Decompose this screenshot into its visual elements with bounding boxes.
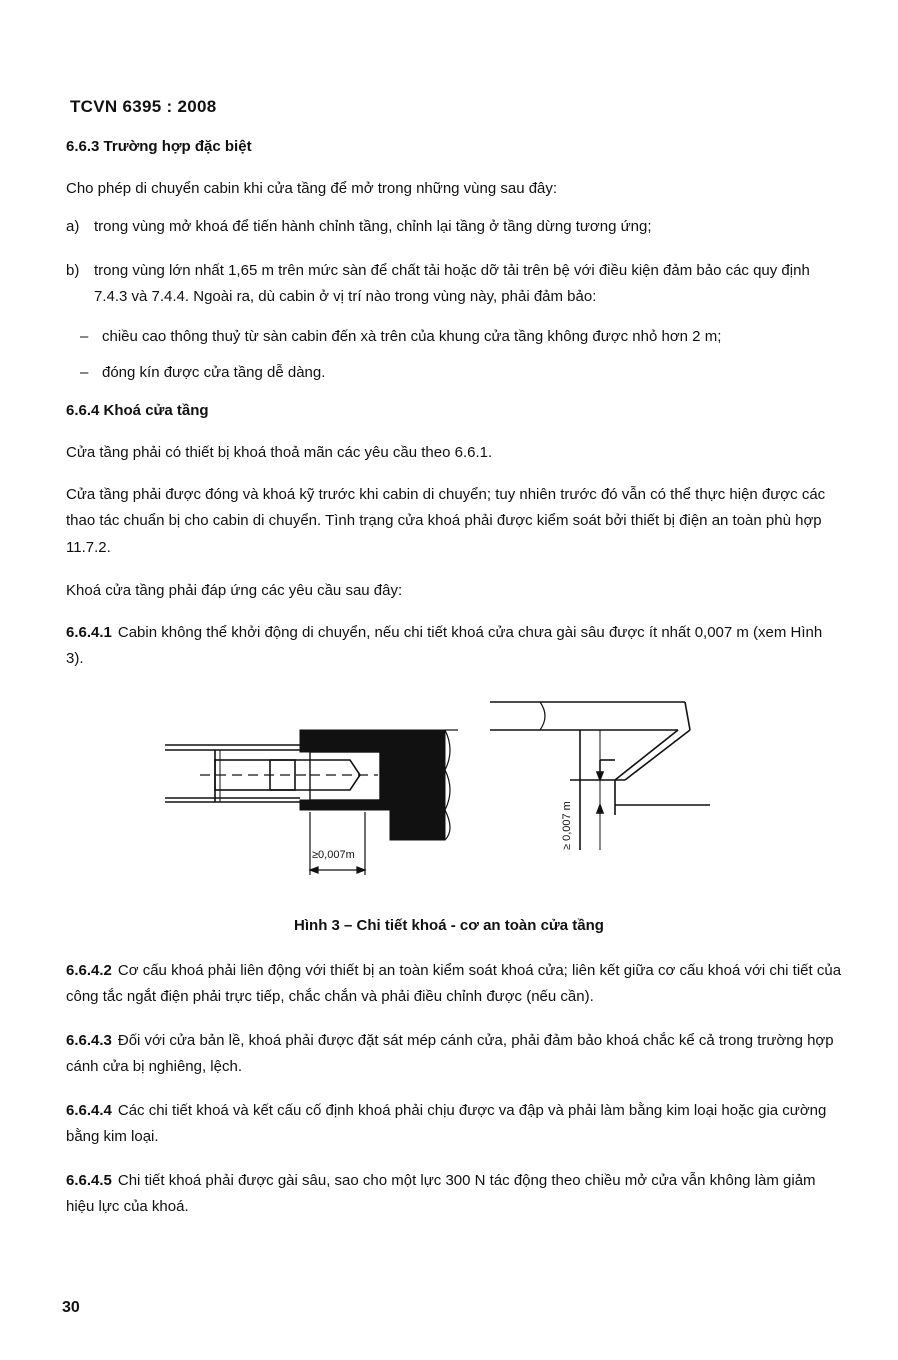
clause-text: Các chi tiết khoá và kết cấu cố định khoá phải chịu được va đập và phải làm bằng kim loại hoặc gia cường bằng kim loại. (66, 1102, 827, 1146)
right-lock-view (490, 702, 710, 850)
clause-number: 6.6.4.1 (66, 624, 112, 641)
section-heading-6-6-4: 6.6.4 Khoá cửa tầng (66, 402, 209, 419)
left-dimension-label: ≥0,007m (312, 849, 355, 861)
lock-detail-drawing (160, 690, 720, 890)
dash-item-2 (66, 362, 842, 385)
dash-item-text: chiều cao thông thuỷ từ sàn cabin đến xà trên của khung cửa tầng không được nhỏ hơn 2 m; (102, 328, 722, 345)
clause-6-6-4-2 (66, 958, 842, 1011)
clause-number: 6.6.4.4 (66, 1102, 112, 1119)
list-item-text: trong vùng lớn nhất 1,65 m trên mức sàn để chất tải hoặc dỡ tải trên bệ với điều kiện đảm bảo các quy định 7.4.3 và 7.4.4. Ngoài ra, dù cabin ở vị trí nào trong vùng này, phải đảm bảo: (94, 262, 810, 306)
clause-6-6-4-5 (66, 1168, 842, 1221)
figure-caption: Hình 3 – Chi tiết khoá - cơ an toàn cửa tầng (294, 917, 604, 934)
list-item-a (66, 216, 842, 239)
page-number: 30 (62, 1299, 80, 1316)
document-code: TCVN 6395 : 2008 (70, 97, 217, 116)
paragraph: Cửa tầng phải có thiết bị khoá thoả mãn các yêu cầu theo 6.6.1. (66, 444, 493, 461)
list-marker: a) (66, 218, 80, 235)
list-item-b (66, 258, 842, 311)
clause-number: 6.6.4.2 (66, 962, 112, 979)
clause-text: Cabin không thể khởi động di chuyển, nếu chi tiết khoá cửa chưa gài sâu được ít nhất 0,007 m (xem Hình 3). (66, 624, 823, 668)
list-marker: b) (66, 262, 80, 279)
clause-6-6-4-3 (66, 1028, 842, 1081)
section-intro: Cho phép di chuyển cabin khi cửa tầng để mở trong những vùng sau đây: (66, 180, 558, 197)
dash-marker: – (80, 364, 89, 381)
clause-text: Cơ cấu khoá phải liên động với thiết bị an toàn kiểm soát khoá cửa; liên kết giữa cơ cấu khoá với chi tiết của công tắc ngắt điện phải trực tiếp, chắc chắn và phải điều chỉnh được (nếu cần). (66, 962, 842, 1006)
clause-text: Chi tiết khoá phải được gài sâu, sao cho một lực 300 N tác động theo chiều mở cửa vẫn không làm giảm hiệu lực của khoá. (66, 1172, 816, 1216)
right-dimension-label: ≥ 0,007 m (561, 801, 573, 850)
figure-3 (160, 690, 720, 890)
dash-item-1 (66, 326, 842, 349)
clause-number: 6.6.4.5 (66, 1172, 112, 1189)
paragraph: Cửa tầng phải được đóng và khoá kỹ trước khi cabin di chuyển; tuy nhiên trước đó vẫn có thể thực hiện được các thao tác chuẩn bị cho cabin di chuyển. Tình trạng cửa khoá phải được kiểm soát bởi thiết bị điện an toàn phù hợp 11.7.2. (66, 486, 826, 556)
clause-6-6-4-1 (66, 620, 842, 673)
dash-marker: – (80, 328, 89, 345)
paragraph: Khoá cửa tầng phải đáp ứng các yêu cầu sau đây: (66, 582, 403, 599)
section-heading-6-6-3: 6.6.3 Trường hợp đặc biệt (66, 138, 252, 155)
dash-item-text: đóng kín được cửa tầng dễ dàng. (102, 364, 326, 381)
list-item-text: trong vùng mở khoá để tiến hành chỉnh tầng, chỉnh lại tầng ở tầng dừng tương ứng; (94, 218, 652, 235)
clause-6-6-4-4 (66, 1098, 842, 1151)
clause-text: Đối với cửa bản lề, khoá phải được đặt sát mép cánh cửa, phải đảm bảo khoá chắc kể cả trong trường hợp cánh cửa bị nghiêng, lệch. (66, 1032, 834, 1076)
left-dimension (310, 812, 365, 875)
clause-number: 6.6.4.3 (66, 1032, 112, 1049)
